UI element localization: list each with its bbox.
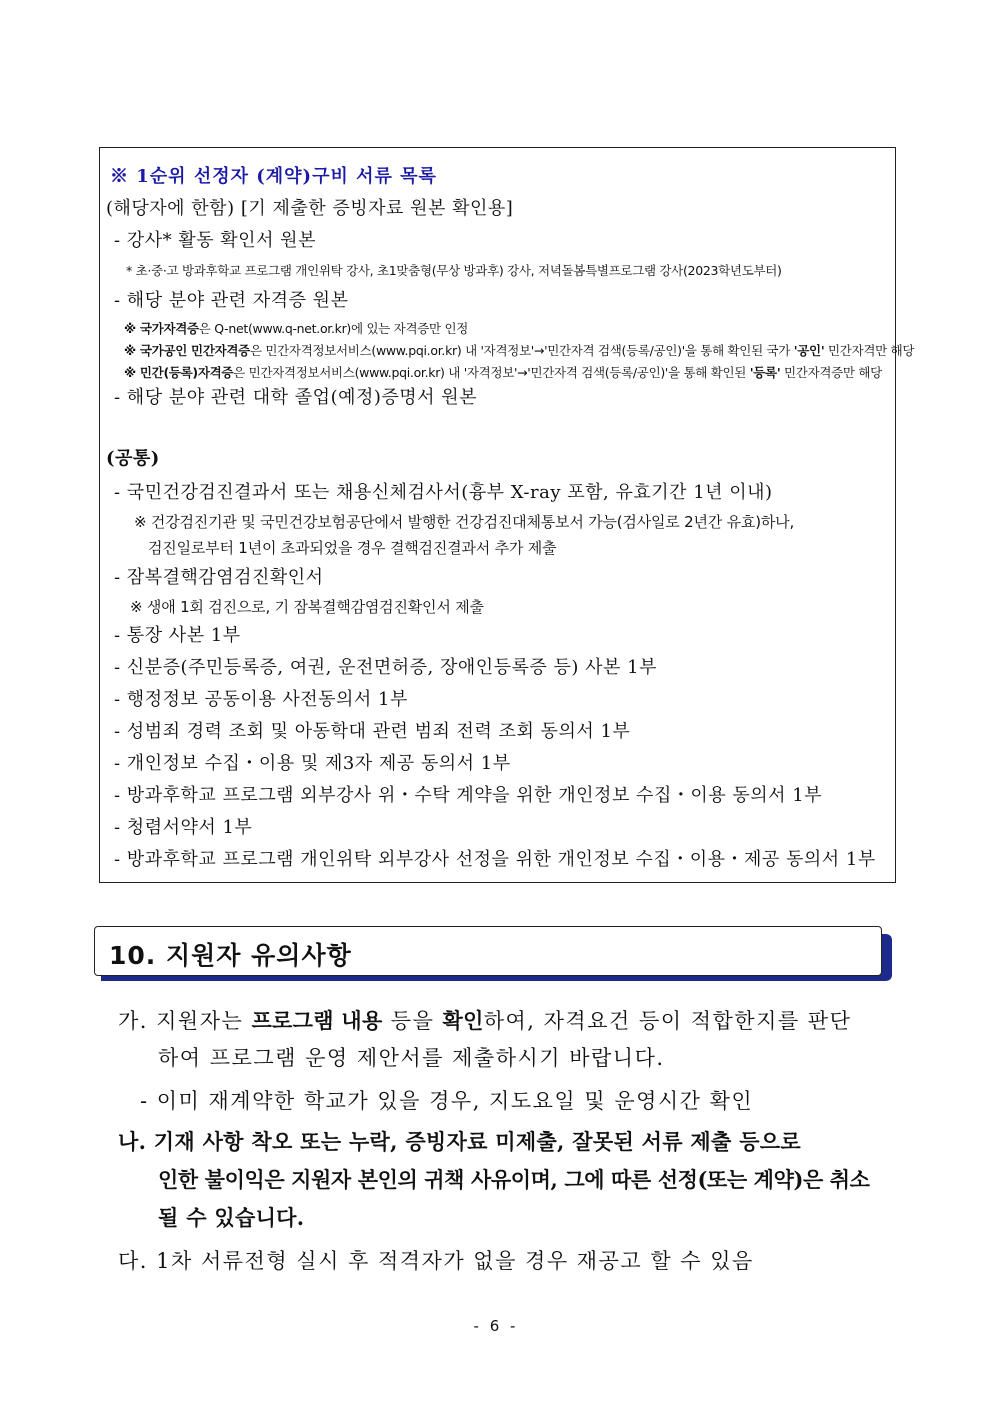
note-ga-rest: 하여, 자격요건 등이 적합한지를 판단: [483, 1009, 852, 1033]
item-health: - 국민건강검진결과서 또는 채용신체검사서(흉부 X-ray 포함, 유효기간 1년 이내): [114, 482, 773, 503]
item-crime: - 성범죄 경력 조회 및 아동학대 관련 범죄 전력 조회 동의서 1부: [114, 721, 631, 742]
section-header: [94, 926, 894, 982]
item-cert: - 해당 분야 관련 자격증 원본: [114, 290, 349, 311]
cert-note-accredited-end: 민간자격만 해당: [824, 343, 915, 358]
note-ga-prefix: 가. 지원자는: [118, 1009, 252, 1033]
item-degree: - 해당 분야 관련 대학 졸업(예정)증명서 원본: [114, 387, 478, 408]
note-na-line2: 인한 불이익은 지원자 본인의 귀책 사유이며, 그에 따른 선정(또는 계약)은 취소: [158, 1167, 870, 1192]
item-admin: - 행정정보 공동이용 사전동의서 1부: [114, 689, 408, 710]
item-privacy-selection: - 방과후학교 프로그램 개인위탁 외부강사 선정을 위한 개인정보 수집・이용・제공 동의서 1부: [114, 849, 876, 870]
cert-note-registered-label: ※ 민간(등록)자격증: [124, 365, 234, 380]
box-title: ※ 1순위 선정자 (계약)구비 서류 목록: [110, 166, 437, 187]
note-ga-bold-confirm: 확인: [442, 1008, 484, 1033]
cert-note-accredited-label: ※ 국가공인 민간자격증: [124, 343, 250, 358]
cert-note-national-label: ※ 국가자격증: [124, 321, 199, 336]
item-privacy-contract: - 방과후학교 프로그램 외부강사 위・수탁 계약을 위한 개인정보 수집・이용 동의서 1부: [114, 785, 823, 806]
tb-note: ※ 생애 1회 검진으로, 기 잠복결핵감염검진확인서 제출: [130, 598, 484, 616]
cert-note-registered-text: 은 민간자격정보서비스(www.pqi.or.kr) 내 '자격정보'→'민간자격 검색(등록/공인)'을 통해 확인된: [233, 365, 750, 380]
note-ga-line2: 하여 프로그램 운영 제안서를 제출하시기 바랍니다.: [158, 1046, 665, 1070]
cert-note-registered: [124, 363, 882, 381]
item-id: - 신분증(주민등록증, 여권, 운전면허증, 장애인등록증 등) 사본 1부: [114, 657, 657, 678]
note-instructor: * 초·중·고 방과후학교 프로그램 개인위탁 강사, 초1맞춤형(무상 방과후) 강사, 저녁돌봄특별프로그램 강사(2023학년도부터): [126, 263, 782, 278]
item-tb: - 잠복결핵감염검진확인서: [114, 567, 324, 588]
common-heading: (공통): [106, 448, 160, 469]
note-ga-mid: 등을: [382, 1009, 443, 1033]
section-header-box: [94, 926, 882, 976]
required-documents-box: [99, 147, 915, 883]
note-na-line1: 나. 기재 사항 착오 또는 누락, 증빙자료 미제출, 잘못된 서류 제출 등으로: [118, 1129, 801, 1154]
item-bank: - 통장 사본 1부: [114, 625, 241, 646]
section-title: 10. 지원자 유의사항: [109, 941, 352, 970]
cert-note-accredited-text: 은 민간자격정보서비스(www.pqi.or.kr) 내 '자격정보'→'민간자격 검색(등록/공인)'을 통해 확인된 국가: [249, 343, 794, 358]
cert-note-national-text: 은 Q-net(www.q-net.or.kr)에 있는 자격증만 인정: [198, 321, 469, 336]
page-number: - 6 -: [473, 1317, 519, 1335]
item-instructor: - 강사* 활동 확인서 원본: [114, 230, 316, 251]
item-privacy: - 개인정보 수집・이용 및 제3자 제공 동의서 1부: [114, 753, 511, 774]
note-ga-bold-content: 프로그램 내용: [251, 1008, 383, 1033]
cert-note-accredited-emph: '공인': [793, 343, 825, 358]
note-na-line3: 될 수 있습니다.: [158, 1205, 305, 1230]
cert-note-national: [124, 319, 468, 337]
note-ga-sub: - 이미 재계약한 학교가 있을 경우, 지도요일 및 운영시간 확인: [140, 1089, 754, 1113]
health-note-2: 검진일로부터 1년이 초과되었을 경우 결핵검진결과서 추가 제출: [148, 539, 557, 557]
note-da-line: 다. 1차 서류전형 실시 후 적격자가 없을 경우 재공고 할 수 있음: [118, 1249, 754, 1273]
cert-note-registered-end: 민간자격증만 해당: [780, 365, 882, 380]
cert-note-registered-emph: '등록': [749, 365, 781, 380]
box-intro: (해당자에 한함) [기 제출한 증빙자료 원본 확인용]: [106, 198, 514, 219]
item-pledge: - 청렴서약서 1부: [114, 817, 253, 838]
cert-note-accredited: [124, 341, 914, 359]
health-note-1: ※ 건강검진기관 및 국민건강보험공단에서 발행한 건강검진대체통보서 가능(검사일로 2년간 유효)하나,: [134, 513, 795, 531]
note-ga-line1: [118, 1005, 851, 1035]
